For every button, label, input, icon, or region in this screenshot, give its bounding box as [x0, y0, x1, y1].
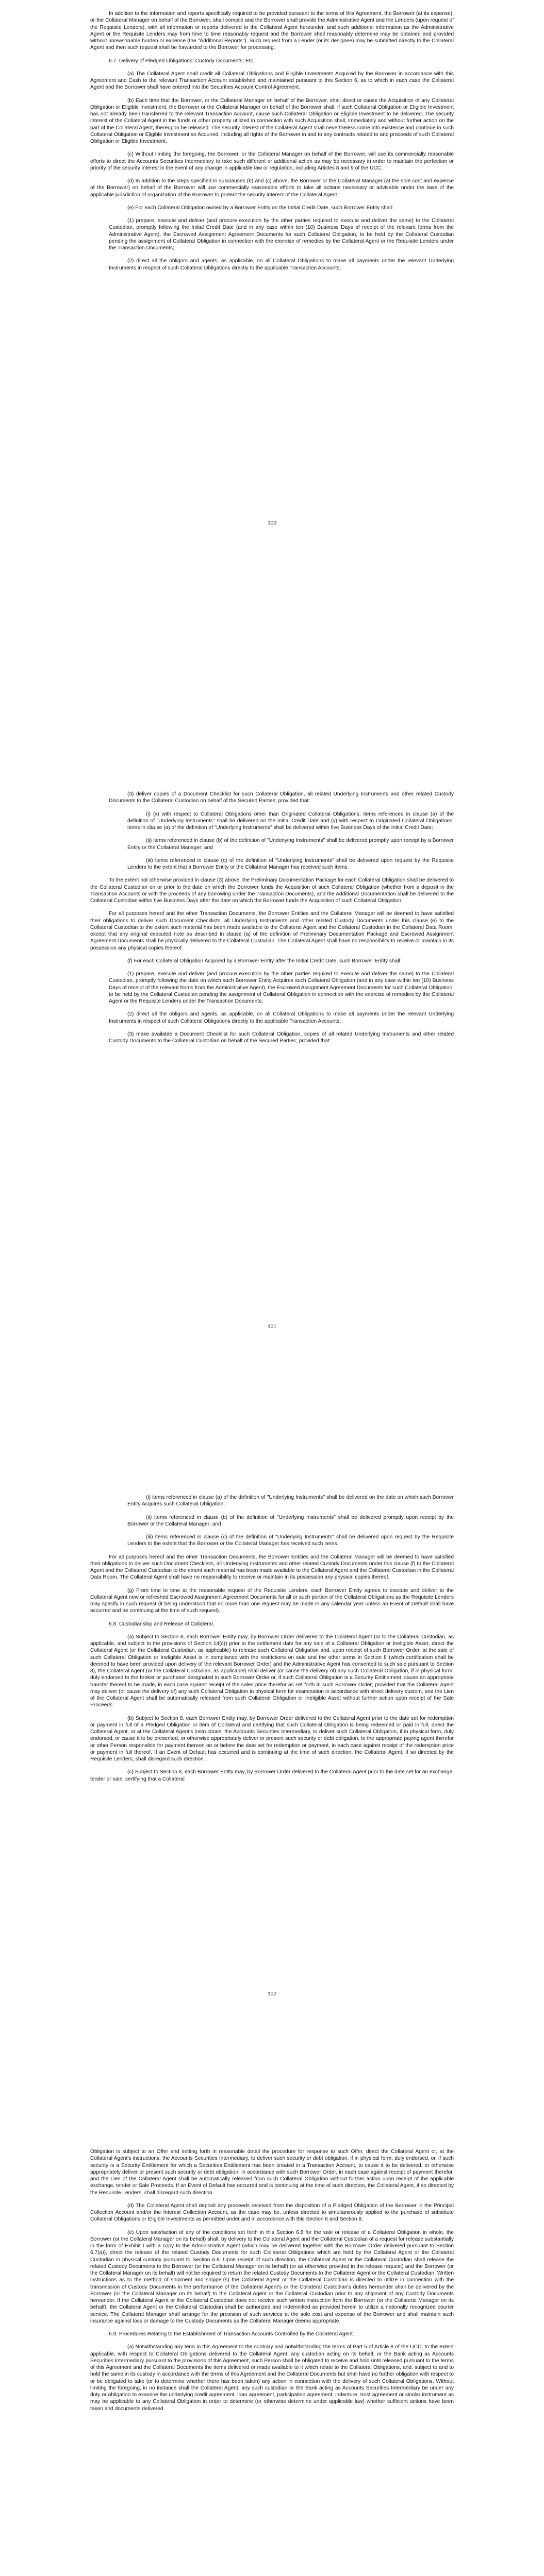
paragraph-6-7-e-3-i: (i) (x) with respect to Collateral Obligations other than Originated Collateral Obligations, items referenced in clause (a) of the definition of "Underlying Instruments" shall be delivered on the Initial Credit Date and (y) with respect to Originated Collateral Obligations, items in clause (a) of the definition of "Underlying Instruments" shall be delivered within five Business Days of the Initial Credit Date;	[127, 811, 454, 831]
paragraph-deemed-delivery-f: For all purposes hereof and the other Transaction Documents, the Borrower Entities and the Collateral Manager will be deemed to have satisfied their obligations to deliver such Document Checklists, all Underlying Instruments and other related Custody Documents under this clause (f) to the Collateral Agent and the Collateral Custodian to the extent such material has been made available to the Collateral Agent and the Collateral Custodian in the Collateral Data Room. The Collateral Agent shall have no responsibility to receive or maintain in its possession any physical copies thereof.	[90, 1554, 454, 1581]
paragraph-6-7-d: (d) In addition to the steps specified in subclauses (b) and (c) above, the Borrower or the Collateral Manager (at the sole cost and expense of the Borrower) on behalf of the Borrower will use commercially reasonable efforts to take all actions necessary or advisable under the laws of the applicable jurisdiction of organization of the Borrower to protect the security interest of the Collateral Agent.	[90, 178, 454, 198]
paragraph-6-7-f-2: (2) direct all the obligors and agents, as applicable, on all Collateral Obligations to make all payments under the relevant Underlying Instruments in respect of such Collateral Obligations directly to the applicable Transaction Accounts;	[109, 1011, 454, 1024]
page-number: 101	[268, 1324, 276, 1330]
page-number: 100	[268, 520, 276, 526]
page-body	[90, 10, 454, 278]
document-page-100	[0, 0, 544, 711]
paragraph-6-7-e-2: (2) direct all the obligors and agents, as applicable, on all Collateral Obligations to make all payments under the relevant Underlying Instruments in respect of such Collateral Obligations directly to the applicable Transaction Accounts;	[109, 258, 454, 271]
paragraph-deemed-delivery-e: For all purposes hereof and the other Transaction Documents, the Borrower Entities and the Collateral Manager will be deemed to have satisfied their obligations to deliver such Document Checklists, all Underlying Instruments and other related Custody Documents under this clause (e) to the Collateral Custodian to the extent such material has been made available to the Collateral Agent and the Collateral Custodian in the Collateral Data Room, except that any original executed note as described in clause (a) of the definition of Preliminary Documentation Package and Escrowed Assignment Agreement Documents shall be physically delivered to the Collateral Custodian. The Collateral Agent shall have no responsibility to receive or maintain in its possession any physical copies thereof.	[90, 911, 454, 951]
section-heading-6-8: 6.8. Custodianship and Release of Collateral.	[109, 1621, 215, 1627]
page-body	[90, 791, 454, 1050]
paragraph-6-7-c: (c) Without limiting the foregoing, the Borrower, or the Collateral Manager on behalf of the Borrower, will use its commercially reasonable efforts to direct the Accounts Securities Intermediary to take such different or additional action as may be necessary in order to maintain the perfection or priority of the security interest in the event of any change in applicable law or regulation, including Articles 8 and 9 of the UCC.	[90, 151, 454, 171]
section-heading-6-7: 6.7. Delivery of Pledged Obligations; Custody Documents; Etc.	[109, 58, 255, 64]
paragraph-6-7-e-3-ii: (ii) items referenced in clause (b) of the definition of "Underlying Instruments" shall be delivered promptly upon receipt by a Borrower Entity or the Collateral Manager; and	[127, 838, 454, 851]
paragraph-additional-reports: In addition to the information and reports specifically required to be provided pursuant to the terms of this Agreement, the Borrower (at its expense), or the Collateral Manager on behalf of the Borrower, shall compile and the Borrower shall provide the Administrative Agent and the Lenders (upon request of the Requisite Lenders), with all information or reports delivered to the Collateral Agent hereunder, and such additional information as the Administrative Agent or the Requisite Lenders may from time to time reasonably request and the Borrower shall reasonably determine may be obtained and provided without unreasonable burden or expense (the "Additional Reports"). Such request from a Lender (or its designee) may be submitted directly to the Collateral Agent and then such request shall be forwarded to the Borrower for processing.	[90, 11, 454, 51]
page-body	[90, 2148, 454, 2418]
paragraph-6-7-g: (g) From time to time at the reasonable request of the Requisite Lenders, each Borrower Entity agrees to execute and deliver to the Collateral Agent new or refreshed Escrowed Assignment Agreement Documents for all or such portion of the Collateral Obligations as the Requisite Lenders may specify in such request (it being understood that no more than one request may be made in any calendar year unless an Event of Default shall have occurred and be continuing at the time of such request).	[90, 1587, 454, 1614]
paragraph-6-8-e: (e) Upon satisfaction of any of the conditions set forth in this Section 6.8 for the sale or release of a Collateral Obligation in whole, the Borrower (or the Collateral Manager on its behalf) shall, by delivery to the Collateral Agent and the Collateral Custodian of a request for release substantially in the form of Exhibit I with a copy to the Administrative Agent (which may be delivered together with the Borrower Order delivered pursuant to Section 6.7(a)), direct the release of the related Custody Documents for such Collateral Obligations which are held by the Collateral Agent or the Collateral Custodian in physical custody pursuant to Section 6.8. Upon receipt of such direction, the Collateral Agent or the Collateral Custodian shall release the related Custody Documents to the Borrower (or the Collateral Manager on its behalf) (or as otherwise provided in the release request) and the Borrower (or the Collateral Manager on its behalf) will not be required to return the related Custody Documents to the Collateral Agent or the Collateral Custodian. Written instructions as to the method of shipment and shipper(s) the Collateral Agent or the Collateral Custodian is directed to utilize in connection with the transmission of Custody Documents in the performance of the Collateral Agent's or the Collateral Custodian's duties hereunder shall be delivered by the Borrower (or the Collateral Manager on its behalf) to the Collateral Agent or the Collateral Custodian prior to any shipment of any Custody Documents hereunder. If the Collateral Agent or the Collateral Custodian does not receive such written instruction from the Borrower (or the Collateral Manager on its behalf), the Collateral Agent or the Collateral Custodian shall be authorized and indemnified as provided herein to utilize a nationally recognized courier service. The Collateral Manager shall arrange for the provision of such services at the sole cost and expense of the Borrower and shall maintain such insurance against loss or damage to the Custody Documents as the Collateral Manager deems appropriate.	[90, 2229, 454, 2324]
paragraph-6-7-e-3: (3) deliver copies of a Document Checklist for such Collateral Obligation, all related Underlying Instruments and other related Custody Documents to the Collateral Custodian on behalf of the Secured Parties; provided that:	[109, 791, 454, 804]
document-page-103	[0, 2133, 544, 2576]
paragraph-6-7-f-3-ii: (ii) items referenced in clause (b) of the definition of "Underlying Instruments" shall be delivered promptly upon receipt by the Borrower or the Collateral Manager; and	[127, 1514, 454, 1527]
paragraph-6-7-f-3-i: (i) items referenced in clause (a) of the definition of "Underlying Instruments" shall be delivered on the date on which such Borrower Entity Acquires such Collateral Obligation;	[127, 1495, 454, 1507]
paragraph-preliminary-documentation: To the extent not otherwise provided in clause (3) above, the Preliminary Documentation Package for each Collateral Obligation shall be delivered to the Collateral Custodian on or prior to the date on which the Borrower funds the Acquisition of such Collateral Obligation (whether from a deposit in the Transaction Accounts or with the proceeds of any borrowing under the Transaction Documents), and the Additional Documentation shall be delivered to the Collateral Custodian within five Business Days after the date on which the Borrower funds the Acquisition of such Collateral Obligation.	[90, 877, 454, 904]
paragraph-6-8-c: (c) Subject to Section 8, each Borrower Entity may, by Borrower Order delivered to the Collateral Agent prior to the date set for an exchange, tender or sale, certifying that a Collateral	[90, 1769, 454, 1782]
section-heading-6-9: 6.9. Procedures Relating to the Establishment of Transaction Accounts Controlled by the Collateral Agent.	[109, 2331, 354, 2337]
paragraph-6-7-f-1: (1) prepare, execute and deliver (and procure execution by the other parties required to execute and deliver the same) to the Collateral Custodian, promptly following the date on which such Borrower Entity Acquires such Collateral Obligation (and in any case within ten (10) Business Days of receipt of the relevant forms from the Administrative Agent), the Escrowed Assignment Agreement Documents for such Collateral Obligation, to be held by the Collateral Custodian pending the assignment of Collateral Obligation in connection with the exercise of remedies by the Collateral Agent or the Requisite Lenders under the Transaction Documents;	[109, 971, 454, 1004]
paragraph-6-8-a: (a) Subject to Section 8, each Borrower Entity may, by Borrower Order delivered to the Collateral Agent (or to the Collateral Custodian, as applicable, and subject to the provisions of Section 14(c)) prior to the settlement date for any sale of a Collateral Obligation or Ineligible Asset, direct the Collateral Agent (or the Collateral Custodian, as applicable) to release such Collateral Obligation and, upon receipt of such Borrower Order, at the sale of such Collateral Obligation or Ineligible Asset is in compliance with the restrictions on sale and the other terms in Section 8 (which certification shall be deemed to have been provided upon delivery of the relevant Borrower Order) and the Administrative Agent has consented to such sale pursuant to Section 8), the Collateral Agent (or the Collateral Custodian, as applicable) shall deliver (or cause the delivery of) any such Collateral Obligation, if in physical form, duly endorsed to the broker or purchaser designated in such Borrower Order or, if such Collateral Obligation is a Security Entitlement, cause an appropriate transfer thereof to be made, in each case against receipt of the sales price therefor as set forth in such Borrower Order; provided that the Collateral Agent may deliver (or cause the delivery of) any such Collateral Obligation in physical form for examination in accordance with street delivery custom, and the Lien of the Collateral Agent shall be automatically released from such Collateral Obligation or Ineligible Asset without further action upon receipt of the Sale Proceeds.	[90, 1634, 454, 1708]
document-page-101	[0, 711, 544, 1422]
paragraph-6-8-c-cont: Obligation is subject to an Offer and setting forth in reasonable detail the procedure for response to such Offer, direct the Collateral Agent or, at the Collateral Agent's instructions, the Accounts Securities Intermediary, to deliver such security or debt obligation, if in physical form, duly endorsed, or, if such security is a Security Entitlement for which a Securities Entitlement has been created in a Transaction Account, to cause it to be delivered, or otherwise appropriately deliver or present such security or debt obligation, in accordance with such Borrower Order, in each case against receipt of payment therefor, and the Lien of the Collateral Agent shall be automatically released from such Collateral Obligation without further action upon receipt of the applicable exchange, tender or Sale Proceeds. If an Event of Default has occurred and is continuing at the time of such direction, the Collateral Agent, if so directed by the Requisite Lenders, shall disregard such direction.	[90, 2149, 454, 2196]
paragraph-6-7-e-1: (1) prepare, execute and deliver (and procure execution by the other parties required to execute and deliver the same) to the Collateral Custodian, promptly following the Initial Credit Date (and in any case within ten (10) Business Days of receipt of the relevant forms from the Administrative Agent), the Escrowed Assignment Agreement Documents for such Collateral Obligation, to be held by the Collateral Custodian pending the assignment of Collateral Obligation in connection with the exercise of remedies by the Collateral Agent or the Requisite Lenders under the Transaction Documents;	[109, 218, 454, 251]
page-number: 102	[268, 1991, 276, 1997]
paragraph-6-7-f-3: (3) make available a Document Checklist for such Collateral Obligation, copies of all related Underlying Instruments and other related Custody Documents to the Collateral Custodian on behalf of the Secured Parties; provided that:	[109, 1031, 454, 1044]
paragraph-6-9-a: (a) Notwithstanding any term in this Agreement to the contrary and notwithstanding the terms of Part 5 of Article 8 of the UCC, to the extent applicable, with respect to Collateral Obligations delivered to the Collateral Agent, any custodian acting on its behalf, or the Bank acting as Accounts Securities Intermediary pursuant to the provisions of this Agreement, such Person shall be obligated to receive and hold until released pursuant to the terms of this Agreement and the Collateral Documents the items delivered or made available to it which relate to the Collateral Obligations, and, subject to and to hold the same in its custody in accordance with the terms of this Agreement and the Collateral Documents but shall have no further obligation with respect to or be obligated to take (or to determine whether there has been taken) any action in connection with the delivery of such Collateral Obligations. Without limiting the foregoing, in no instance shall the Collateral Agent, any such custodian or the Bank acting as Accounts Securities Intermediary be under any duty or obligation to examine the underlying credit agreement, loan agreement, participation agreement, indenture, trust agreement or similar instrument as may be applicable to any Collateral Obligation in order to determine (or otherwise determine under applicable law) whether sufficient actions have been taken and documents delivered	[90, 2344, 454, 2412]
document-page-102	[0, 1422, 544, 2133]
page-body	[90, 1494, 454, 1789]
paragraph-6-7-e: (e) For each Collateral Obligation owned by a Borrower Entity on the Initial Credit Date, such Borrower Entity shall:	[127, 205, 393, 211]
paragraph-6-7-b: (b) Each time that the Borrower, or the Collateral Manager on behalf of the Borrower, shall direct or cause the Acquisition of any Collateral Obligation or Eligible Investment, the Borrower or the Collateral Manager on behalf of the Borrower shall, if such Collateral Obligation or Eligible Investment has not already been transferred to the relevant Transaction Account, cause such Collateral Obligation or Eligible Investment to be delivered. The security interest of the Collateral Agent in the funds or other property utilized in connection with such Acquisition shall, immediately and without further action on the part of the Collateral Agent, thereupon be released. The security interest of the Collateral Agent shall nevertheless come into existence and continue in such Collateral Obligation or Eligible Investment so Acquired, including all rights of the Borrower in and to any contracts related to and proceeds of such Collateral Obligation or Eligible Investment.	[90, 97, 454, 144]
paragraph-6-7-a: (a) The Collateral Agent shall credit all Collateral Obligations and Eligible Investments Acquired by the Borrower in accordance with this Agreement and Cash to the relevant Transaction Account established and maintained pursuant to this Section 6, as to which in each case the Collateral Agent and the Borrower shall have entered into the Securities Account Control Agreement.	[90, 71, 454, 91]
paragraph-6-7-e-3-iii: (iii) items referenced in clause (c) of the definition of "Underlying Instruments" shall be delivered upon request by the Requisite Lenders to the extent that a Borrower Entity or the Collateral Manager has received such items.	[127, 857, 454, 870]
paragraph-6-7-f: (f) For each Collateral Obligation Acquired by a Borrower Entity after the Initial Credit Date, such Borrower Entity shall:	[127, 958, 402, 964]
paragraph-6-8-b: (b) Subject to Section 8, each Borrower Entity may, by Borrower Order delivered to the Collateral Agent prior to the date set for redemption or payment in full of a Pledged Obligation or item of Collateral and certifying that such Collateral Obligation is being redeemed or paid in full, direct the Collateral Agent, or at the Collateral Agent's instructions, the Accounts Securities Intermediary, to deliver such Collateral Obligation, if in physical form, duly endorsed, or cause it to be presented, or otherwise appropriately deliver or present such security or debt obligation, to the appropriate paying agent therefor or other Person responsible for payment thereon on or before the date set for redemption or payment, in each case against receipt of the redemption price or payment in full thereof. If an Event of Default has occurred and is continuing at the time of such direction, the Collateral Agent, if so directed by the Requisite Lenders, shall disregard such direction.	[90, 1715, 454, 1762]
paragraph-6-7-f-3-iii: (iii) items referenced in clause (c) of the definition of "Underlying Instruments" shall be delivered upon request by the Requisite Lenders to the extent that the Borrower or the Collateral Manager has received such items.	[127, 1534, 454, 1547]
paragraph-6-8-d: (d) The Collateral Agent shall deposit any proceeds received from the disposition of a Pledged Obligation of the Borrower in the Principal Collection Account and/or the Interest Collection Account, as the case may be, unless directed to simultaneously applied to the purchase of substitute Collateral Obligations or Eligible Investments as permitted under and in accordance with this Section 6 and Section 8.	[90, 2202, 454, 2223]
